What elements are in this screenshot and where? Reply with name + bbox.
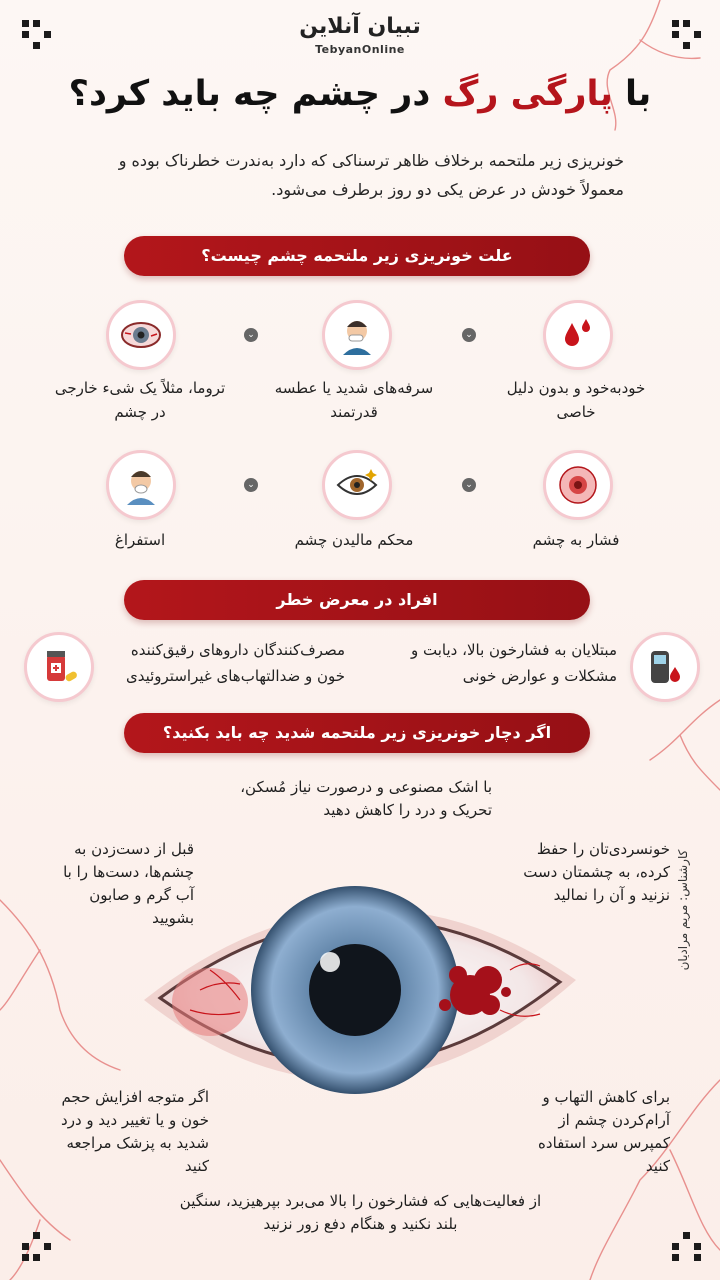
- actions-heading: اگر دچار خونریزی زیر ملتحمه شدید چه باید بکنید؟: [124, 713, 590, 753]
- intro-paragraph: خونریزی زیر ملتحمه برخلاف ظاهر ترسناکی که دارد به‌ندرت خطرناک بوده و معمولاً خودش در عرض یکی دو روز برطرف می‌شود.: [118, 151, 624, 199]
- tip-avoid-strain: از فعالیت‌هایی که فشارخون را بالا می‌برد بپرهیزید، سنگین بلند نکنید و هنگام دفع زور نزنید: [179, 1192, 542, 1233]
- tip-wash-hands: قبل از دست‌زدن به چشم‌ها، دست‌ها را با آب گرم و صابون بشویید: [63, 840, 194, 927]
- cause-label-vomiting: استفراغ: [114, 531, 166, 549]
- sneezing-person-icon: [335, 313, 379, 357]
- cause-icon-vomiting: [106, 450, 176, 520]
- cause-label-cough: سرفه‌های شدید یا عطسه قدرتمند: [274, 379, 434, 421]
- expert-credit: کارشناس: مریم مرادیان: [676, 849, 690, 971]
- bloodshot-eyeball-icon: [556, 463, 600, 507]
- cause-label-spontaneous: خودبه‌خود و بدون دلیل خاصی: [506, 379, 646, 421]
- brand-logo-latin: TebyanOnline: [315, 43, 405, 56]
- title-part-1: با: [612, 74, 652, 114]
- risk-label-medication: مصرف‌کنندگان داروهای رقیق‌کننده خون و ضدالتهاب‌های غیراستروئیدی: [125, 641, 345, 685]
- tip-see-doctor: اگر متوجه افزایش حجم خون و یا تغییر دید و درد شدید به پزشک مراجعه کنید: [61, 1088, 209, 1175]
- tip-artificial-tears: با اشک مصنوعی و درصورت نیاز مُسکن، تحریک و درد را کاهش دهید: [240, 778, 492, 819]
- title-highlight: پارگی رگ: [442, 74, 613, 114]
- cause-label-pressure: فشار به چشم: [532, 531, 620, 549]
- cause-icon-trauma: [106, 300, 176, 370]
- brand-logo-text: تبیان آنلاین: [299, 14, 421, 39]
- separator-dot: ⌄: [462, 328, 476, 342]
- eye-icon: [335, 463, 379, 507]
- causes-heading: علت خونریزی زیر ملتحمه چشم چیست؟: [124, 236, 590, 276]
- corner-dots-bottom-left: [22, 1232, 52, 1262]
- tip-cold-compress: برای کاهش التهاب و آرام‌کردن چشم از کمپرس سرد استفاده کنید: [538, 1088, 670, 1175]
- injured-eye-icon: [119, 313, 163, 357]
- tip-stay-calm: خونسردی‌تان را حفظ کرده، به چشمتان دست نزنید و آن را نمالید: [523, 840, 670, 904]
- medicine-icon: [37, 645, 81, 689]
- cause-label-trauma: تروما، مثلاً یک شیء خارجی در چشم: [54, 379, 226, 421]
- separator-dot: ⌄: [244, 478, 258, 492]
- cause-icon-pressure: [543, 450, 613, 520]
- cause-icon-spontaneous: [543, 300, 613, 370]
- risk-label-diseases: مبتلایان به فشارخون بالا، دیابت و مشکلات و عوارض خونی: [411, 641, 617, 685]
- risk-icon-diseases: [630, 632, 700, 702]
- cause-icon-cough: [322, 300, 392, 370]
- corner-dots-bottom-right: [672, 1232, 702, 1262]
- blood-drops-icon: [556, 313, 600, 357]
- separator-dot: ⌄: [462, 478, 476, 492]
- title-part-2: در چشم چه باید کرد؟: [68, 74, 443, 114]
- vomiting-person-icon: [119, 463, 163, 507]
- risk-heading: افراد در معرض خطر: [124, 580, 590, 620]
- separator-dot: ⌄: [244, 328, 258, 342]
- page-title: [0, 74, 720, 114]
- glucose-meter-icon: [643, 645, 687, 689]
- cause-label-rubbing: محکم مالیدن چشم: [294, 531, 414, 549]
- cause-icon-rubbing: [322, 450, 392, 520]
- bloodshot-eye-illustration: [140, 870, 580, 1110]
- risk-icon-medication: [24, 632, 94, 702]
